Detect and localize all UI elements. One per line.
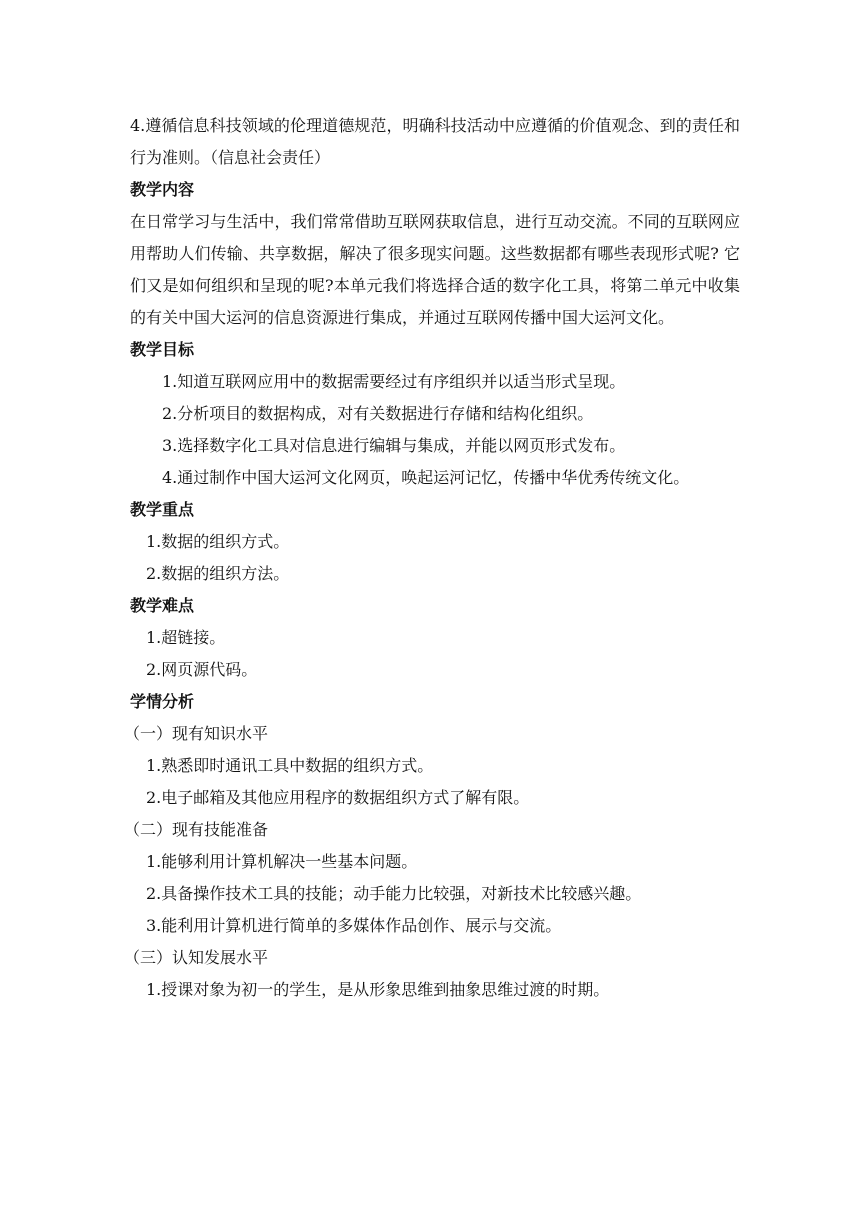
- analysis-item: 1.授课对象为初一的学生，是从形象思维到抽象思维过渡的时期。: [146, 980, 610, 999]
- intro-item: 4.遵循信息科技领域的伦理道德规范，明确科技活动中应遵循的价值观念、到的责任和行为准则。（信息社会责任）: [130, 116, 740, 167]
- heading-key-points: 教学重点: [130, 500, 195, 519]
- heading-student-analysis: 学情分析: [130, 692, 195, 711]
- difficulty-item-2: 2.网页源代码。: [146, 660, 258, 679]
- goal-item-4: 4.通过制作中国大运河文化网页，唤起运河记忆，传播中华优秀传统文化。: [162, 468, 690, 487]
- heading-teaching-content: 教学内容: [130, 180, 195, 199]
- goal-item-2: 2.分析项目的数据构成，对有关数据进行存储和结构化组织。: [162, 404, 594, 423]
- analysis-item: 3.能利用计算机进行简单的多媒体作品创作、展示与交流。: [146, 916, 562, 935]
- heading-teaching-goals: 教学目标: [130, 340, 195, 359]
- analysis-item: 1.熟悉即时通讯工具中数据的组织方式。: [146, 756, 434, 775]
- analysis-item: 1.能够利用计算机解决一些基本问题。: [146, 852, 418, 871]
- heading-difficulties: 教学难点: [130, 596, 195, 615]
- key-point-item-1: 1.数据的组织方式。: [146, 532, 290, 551]
- analysis-group-title-1: （一）现有知识水平: [124, 724, 269, 743]
- analysis-item: 2.具备操作技术工具的技能；动手能力比较强，对新技术比较感兴趣。: [146, 884, 642, 903]
- goal-item-1: 1.知道互联网应用中的数据需要经过有序组织并以适当形式呈现。: [162, 372, 626, 391]
- teaching-content-paragraph: 在日常学习与生活中，我们常常借助互联网获取信息，进行互动交流。不同的互联网应用帮助人们传输、共享数据，解决了很多现实问题。这些数据都有哪些表现形式呢? 它们又是如何组织和呈现的呢?本单元我们将选择合适的数字化工具，将第二单元中收集的有关中国大运河的信息资源进行集成，并通过互联网传播中国大运河文化。: [130, 212, 740, 327]
- difficulty-item-1: 1.超链接。: [146, 628, 226, 647]
- document-body: [124, 110, 740, 1006]
- goal-item-3: 3.选择数字化工具对信息进行编辑与集成，并能以网页形式发布。: [162, 436, 626, 455]
- analysis-group-title-3: （三）认知发展水平: [124, 948, 269, 967]
- analysis-group-title-2: （二）现有技能准备: [124, 820, 269, 839]
- analysis-item: 2.电子邮箱及其他应用程序的数据组织方式了解有限。: [146, 788, 530, 807]
- key-point-item-2: 2.数据的组织方法。: [146, 564, 290, 583]
